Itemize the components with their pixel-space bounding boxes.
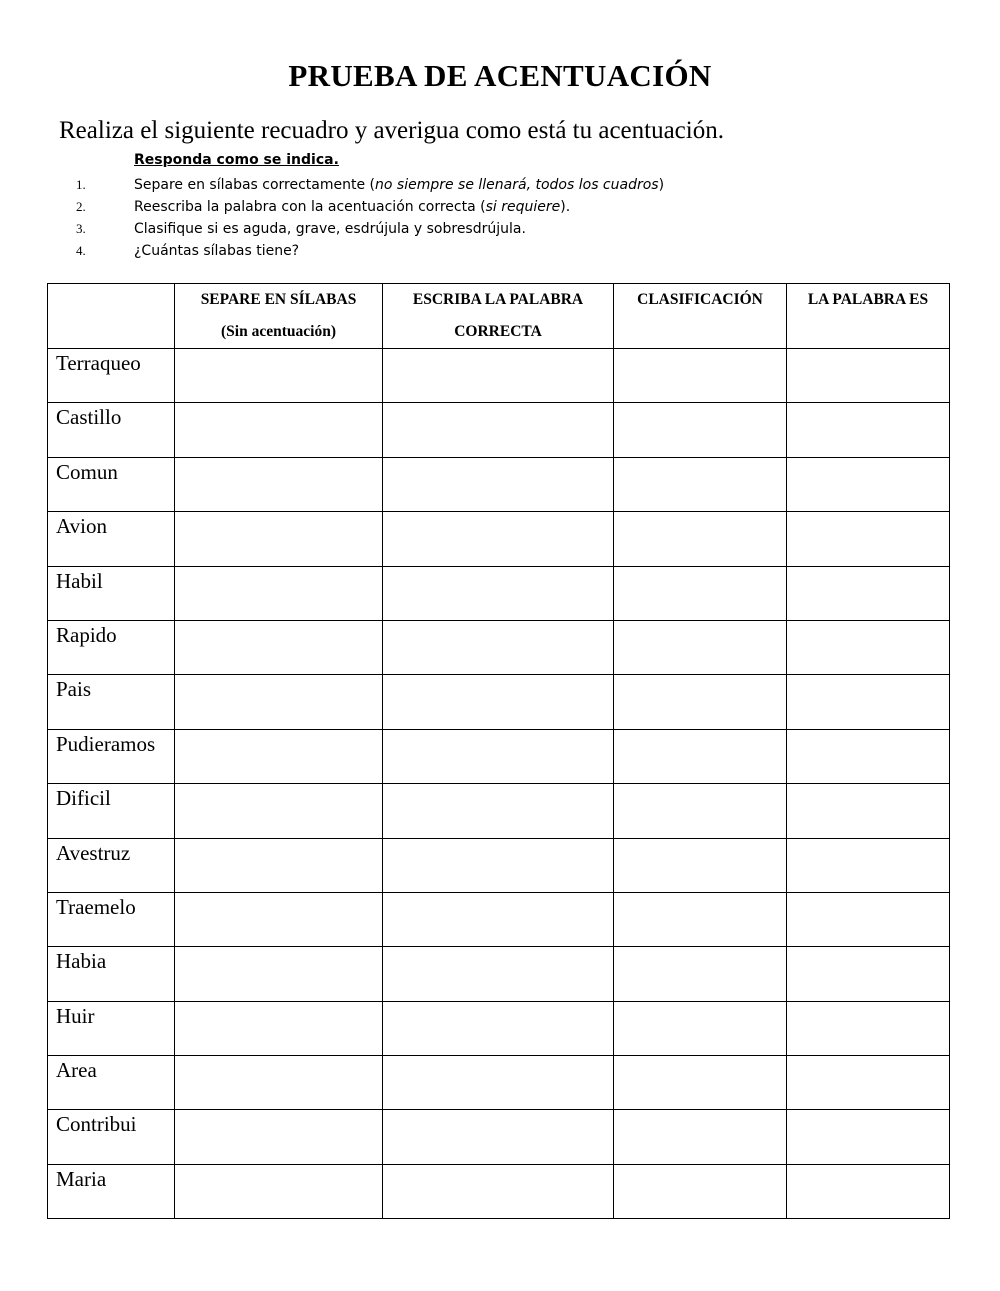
separe-cell[interactable]: [175, 403, 383, 457]
palabra-es-cell[interactable]: [787, 512, 950, 566]
table-header-row: [48, 284, 950, 349]
instruction-text-main: ¿Cuántas sílabas tiene?: [134, 243, 300, 259]
separe-cell[interactable]: [175, 1001, 383, 1055]
palabra-es-cell[interactable]: [787, 1056, 950, 1110]
escriba-cell[interactable]: [383, 729, 614, 783]
palabra-es-cell[interactable]: [787, 838, 950, 892]
palabra-es-cell[interactable]: [787, 947, 950, 1001]
table-row: [48, 457, 950, 511]
word-cell: Area: [48, 1056, 175, 1110]
word-cell: Pais: [48, 675, 175, 729]
escriba-cell[interactable]: [383, 566, 614, 620]
palabra-es-cell[interactable]: [787, 1001, 950, 1055]
header-escriba-line1: ESCRIBA LA PALABRA: [412, 291, 584, 308]
word-cell: Traemelo: [48, 892, 175, 946]
palabra-es-cell[interactable]: [787, 892, 950, 946]
clasificacion-cell[interactable]: [614, 784, 787, 838]
table-row: [48, 512, 950, 566]
palabra-es-cell[interactable]: [787, 675, 950, 729]
clasificacion-cell[interactable]: [614, 1001, 787, 1055]
clasificacion-cell[interactable]: [614, 947, 787, 1001]
table-row: [48, 1110, 950, 1164]
header-separe-line2: (Sin acentuación): [221, 323, 336, 340]
table-body: [48, 349, 950, 1219]
word-cell: Pudieramos: [48, 729, 175, 783]
clasificacion-cell[interactable]: [614, 1110, 787, 1164]
separe-cell[interactable]: [175, 1164, 383, 1218]
palabra-es-cell[interactable]: [787, 620, 950, 674]
clasificacion-cell[interactable]: [614, 349, 787, 403]
separe-cell[interactable]: [175, 675, 383, 729]
escriba-cell[interactable]: [383, 403, 614, 457]
instruction-text: [134, 218, 526, 240]
palabra-es-cell[interactable]: [787, 403, 950, 457]
escriba-cell[interactable]: [383, 620, 614, 674]
word-cell: Habia: [48, 947, 175, 1001]
table-row: [48, 892, 950, 946]
escriba-cell[interactable]: [383, 838, 614, 892]
header-escriba: [383, 284, 614, 349]
separe-cell[interactable]: [175, 892, 383, 946]
palabra-es-cell[interactable]: [787, 566, 950, 620]
table-row: [48, 620, 950, 674]
word-cell: Maria: [48, 1164, 175, 1218]
clasificacion-cell[interactable]: [614, 729, 787, 783]
table-row: [48, 675, 950, 729]
escriba-cell[interactable]: [383, 947, 614, 1001]
table-row: [48, 1056, 950, 1110]
instruction-text-tail: ).: [560, 199, 571, 215]
escriba-cell[interactable]: [383, 784, 614, 838]
word-cell: Huir: [48, 1001, 175, 1055]
instruction-text-main: Separe en sílabas correctamente (: [134, 177, 376, 193]
word-cell: Dificil: [48, 784, 175, 838]
escriba-cell[interactable]: [383, 1164, 614, 1218]
header-word: [48, 284, 175, 349]
table-row: [48, 947, 950, 1001]
table-row: [48, 1164, 950, 1218]
word-cell: Avestruz: [48, 838, 175, 892]
word-cell: Rapido: [48, 620, 175, 674]
separe-cell[interactable]: [175, 947, 383, 1001]
palabra-es-cell[interactable]: [787, 784, 950, 838]
instruction-number: 1.: [76, 177, 86, 192]
header-clasificacion: CLASIFICACIÓN: [614, 284, 787, 349]
table-row: [48, 838, 950, 892]
word-cell: Castillo: [48, 403, 175, 457]
separe-cell[interactable]: [175, 1056, 383, 1110]
instruction-text-tail: ): [658, 177, 665, 193]
header-separe-line1: SEPARE EN SÍLABAS: [200, 291, 357, 308]
table-row: [48, 349, 950, 403]
instruction-text: [134, 196, 570, 218]
clasificacion-cell[interactable]: [614, 403, 787, 457]
clasificacion-cell[interactable]: [614, 1056, 787, 1110]
palabra-es-cell[interactable]: [787, 729, 950, 783]
instruction-text-main: Clasifique si es aguda, grave, esdrújula y sobresdrújula.: [134, 221, 526, 237]
word-cell: Avion: [48, 512, 175, 566]
instruction-text-italic: no siempre se llenará, todos los cuadros: [375, 177, 659, 193]
clasificacion-cell[interactable]: [614, 892, 787, 946]
table-row: [48, 729, 950, 783]
palabra-es-cell[interactable]: [787, 457, 950, 511]
header-palabra-es: LA PALABRA ES: [787, 284, 950, 349]
escriba-cell[interactable]: [383, 457, 614, 511]
instruction-number: 3.: [76, 221, 86, 236]
separe-cell[interactable]: [175, 512, 383, 566]
instruction-number: 4.: [76, 243, 86, 258]
table-row: [48, 566, 950, 620]
table-row: [48, 784, 950, 838]
header-separe: [175, 284, 383, 349]
escriba-cell[interactable]: [383, 1056, 614, 1110]
palabra-es-cell[interactable]: [787, 1110, 950, 1164]
separe-cell[interactable]: [175, 620, 383, 674]
escriba-cell[interactable]: [383, 1110, 614, 1164]
worksheet-title: PRUEBA DE ACENTUACIÓN: [288, 58, 712, 93]
separe-cell[interactable]: [175, 457, 383, 511]
separe-cell[interactable]: [175, 349, 383, 403]
answer-table: [47, 283, 950, 1219]
escriba-cell[interactable]: [383, 675, 614, 729]
clasificacion-cell[interactable]: [614, 566, 787, 620]
instruction-text: [134, 240, 299, 262]
clasificacion-cell[interactable]: [614, 512, 787, 566]
instruction-text: [134, 174, 664, 196]
separe-cell[interactable]: [175, 729, 383, 783]
word-cell: Terraqueo: [48, 349, 175, 403]
instructions-heading: Responda como se indica.: [134, 152, 339, 168]
worksheet-subtitle: Realiza el siguiente recuadro y averigua como está tu acentuación.: [59, 117, 724, 144]
escriba-cell[interactable]: [383, 512, 614, 566]
header-escriba-line2: CORRECTA: [454, 323, 542, 340]
separe-cell[interactable]: [175, 784, 383, 838]
instruction-number: 2.: [76, 199, 86, 214]
separe-cell[interactable]: [175, 1110, 383, 1164]
clasificacion-cell[interactable]: [614, 457, 787, 511]
separe-cell[interactable]: [175, 566, 383, 620]
escriba-cell[interactable]: [383, 1001, 614, 1055]
clasificacion-cell[interactable]: [614, 838, 787, 892]
clasificacion-cell[interactable]: [614, 675, 787, 729]
palabra-es-cell[interactable]: [787, 349, 950, 403]
word-cell: Comun: [48, 457, 175, 511]
instruction-text-italic: si requiere: [485, 199, 561, 215]
table-row: [48, 1001, 950, 1055]
instruction-text-main: Reescriba la palabra con la acentuación correcta (: [134, 199, 486, 215]
escriba-cell[interactable]: [383, 892, 614, 946]
word-cell: Habil: [48, 566, 175, 620]
palabra-es-cell[interactable]: [787, 1164, 950, 1218]
clasificacion-cell[interactable]: [614, 1164, 787, 1218]
escriba-cell[interactable]: [383, 349, 614, 403]
clasificacion-cell[interactable]: [614, 620, 787, 674]
table-row: [48, 403, 950, 457]
separe-cell[interactable]: [175, 838, 383, 892]
word-cell: Contribui: [48, 1110, 175, 1164]
